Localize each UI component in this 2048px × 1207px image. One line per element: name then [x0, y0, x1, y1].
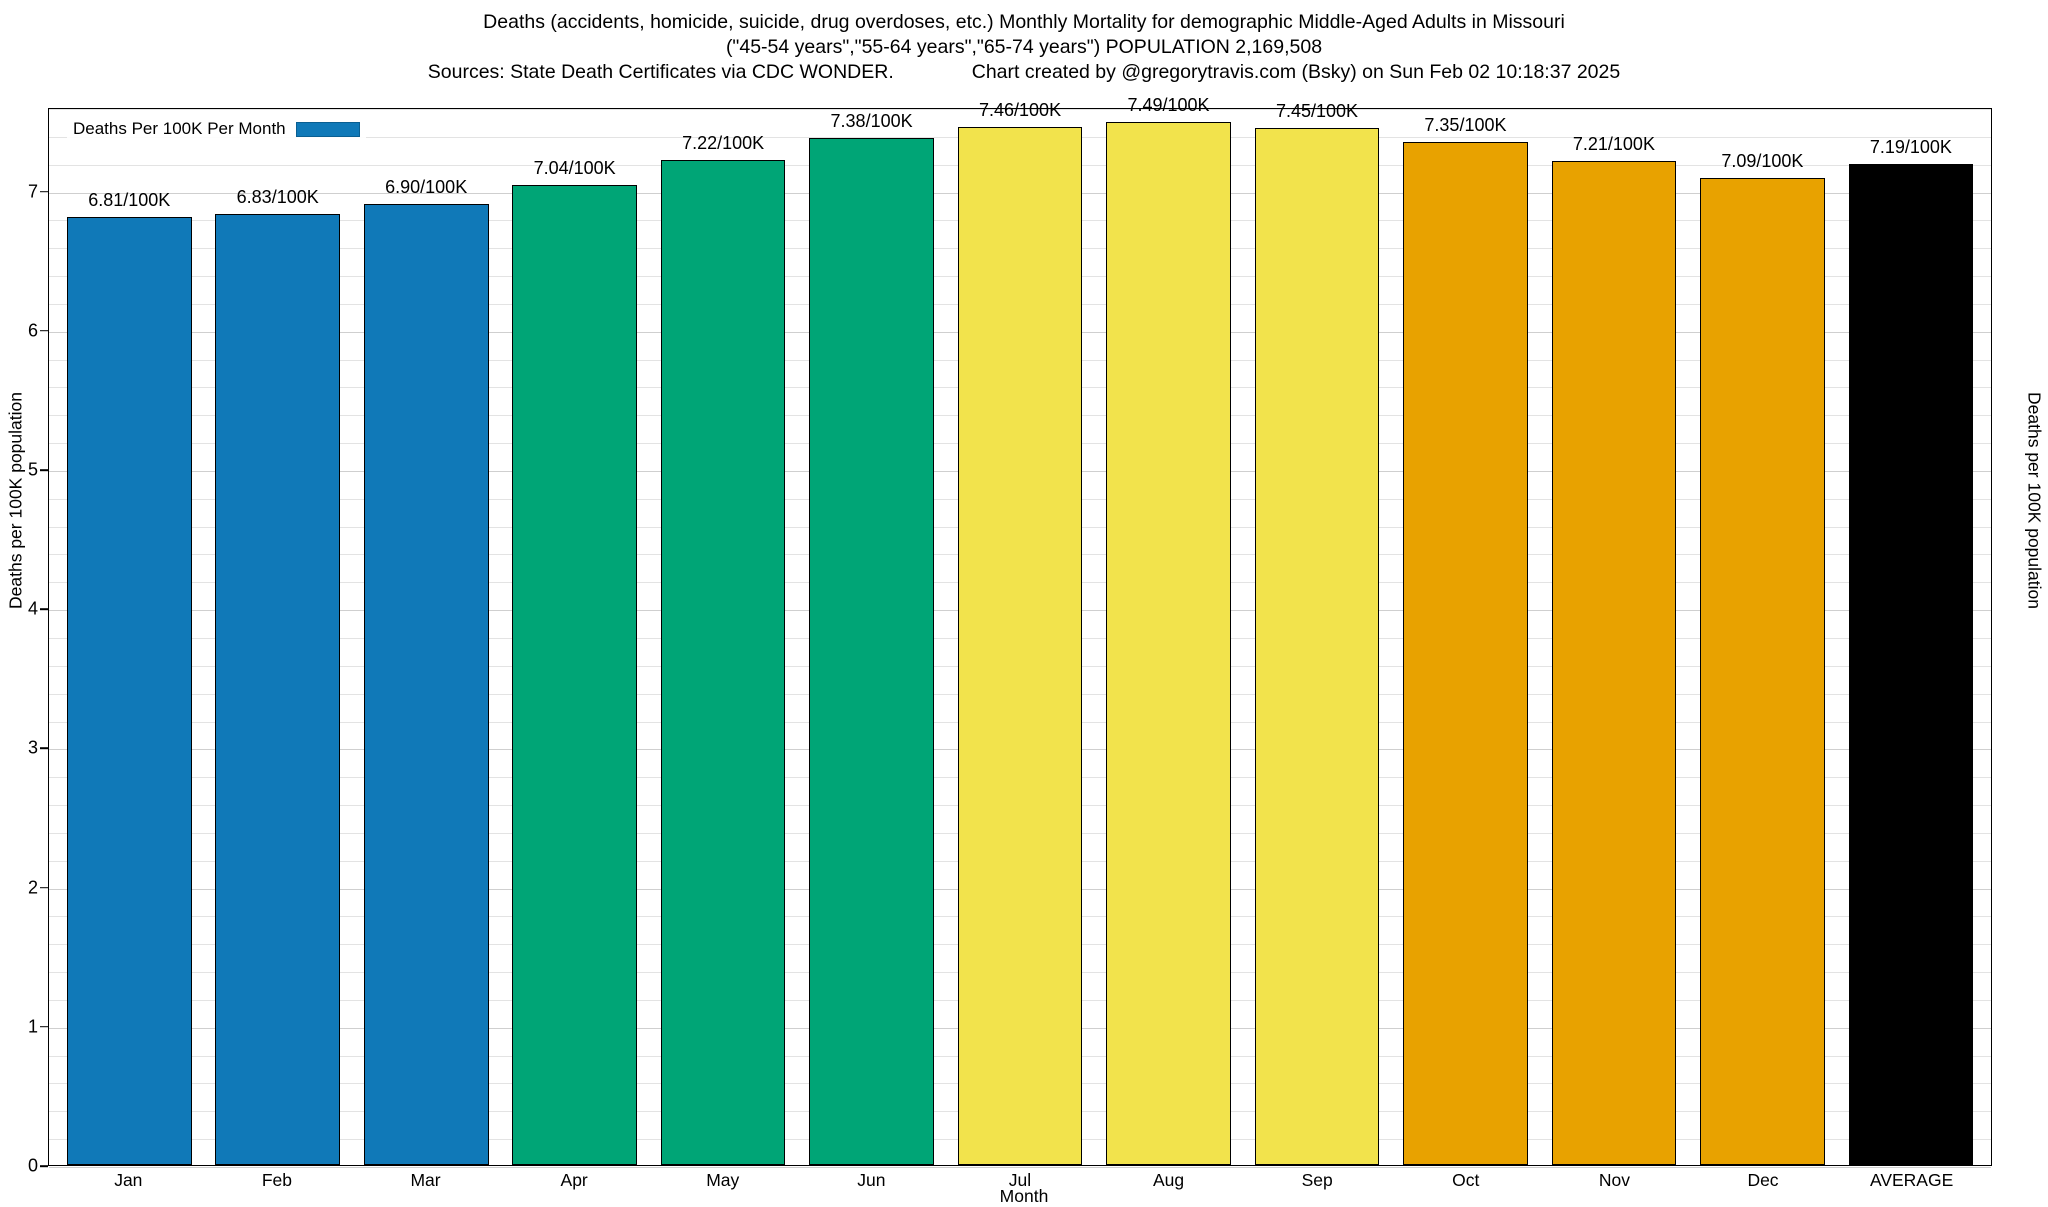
bar-value-label: 7.19/100K: [1869, 137, 1952, 158]
bar-value-label: 6.83/100K: [236, 187, 319, 208]
y-axis-tick-label: 3: [27, 737, 38, 758]
bar-slot: [352, 109, 500, 1165]
bar-slot: [203, 109, 351, 1165]
bar-value-label: 6.90/100K: [385, 177, 468, 198]
x-axis-tick-label: Oct: [1452, 1170, 1480, 1190]
bar-value-label: 7.49/100K: [1127, 95, 1210, 116]
bar-slot: [1243, 100, 1391, 1165]
bar-value-label: 7.45/100K: [1275, 100, 1359, 121]
y-axis-tick-label: 2: [27, 877, 38, 898]
bar-jul[interactable]: [958, 127, 1083, 1166]
bar-apr[interactable]: [512, 185, 637, 1165]
chart-title-line-2: ("45-54 years","55-64 years","65-74 years") POPULATION 2,169,508: [725, 35, 1323, 58]
bar-feb[interactable]: [215, 214, 340, 1165]
y-axis-tick-mark: [40, 1165, 48, 1167]
y-axis-tick-label: 7: [27, 181, 38, 202]
bar-slot: [1094, 95, 1242, 1165]
chart-title-line-1: Deaths (accidents, homicide, suicide, drug overdoses, etc.) Monthly Mortality for demographic Middle-Aged Adults in Missouri: [483, 11, 1565, 33]
bar-slot: [649, 109, 797, 1165]
y-axis-tick-label: 0: [27, 1155, 38, 1176]
bar-slot: [1391, 109, 1539, 1165]
bar-value-label: 7.22/100K: [682, 132, 765, 153]
x-axis-tick-label: Mar: [410, 1170, 441, 1190]
bar-slot: [797, 109, 945, 1165]
legend-label: Deaths Per 100K Per Month: [73, 119, 286, 138]
bar-jan[interactable]: [67, 217, 192, 1165]
x-axis-tick-label: Apr: [560, 1170, 588, 1190]
chart-credit-text: Chart created by @gregorytravis.com (Bsky) on Sun Feb 02 10:18:37 2025: [971, 60, 1621, 83]
bar-dec[interactable]: [1700, 178, 1825, 1165]
y-axis-tick-mark: [40, 1026, 48, 1028]
bar-value-label: 7.46/100K: [979, 99, 1062, 120]
y-axis-title-right: Deaths per 100K population: [2024, 392, 2045, 609]
bar-may[interactable]: [661, 160, 786, 1165]
chart-title-block: [0, 10, 2048, 85]
y-axis-tick-mark: [40, 608, 48, 610]
y-axis-tick-label: 5: [27, 459, 38, 480]
y-axis-tick-mark: [40, 191, 48, 193]
bar-slot: [1688, 109, 1836, 1165]
x-axis-tick-label: Jan: [114, 1170, 143, 1190]
bar-jun[interactable]: [809, 138, 934, 1165]
legend: [67, 117, 366, 141]
bar-mar[interactable]: [364, 204, 489, 1165]
y-axis-tick-mark: [40, 887, 48, 889]
bar-aug[interactable]: [1106, 122, 1231, 1165]
chart-title-line-3: [0, 60, 2048, 85]
legend-color-swatch: [296, 122, 360, 137]
y-axis-tick-label: 6: [27, 320, 38, 341]
bar-value-label: 6.81/100K: [88, 189, 171, 210]
bar-slot: [1837, 109, 1985, 1165]
bar-slot: [55, 109, 203, 1165]
bar-value-label: 7.38/100K: [830, 110, 913, 131]
y-axis-tick-mark: [40, 330, 48, 332]
y-axis-tick-label: 1: [27, 1016, 38, 1037]
bar-slot: [1540, 109, 1688, 1165]
bars-layer: [49, 95, 1991, 1165]
x-axis-tick-label: Sep: [1301, 1170, 1333, 1190]
x-axis-tick-label: Jul: [1008, 1170, 1032, 1190]
bar-value-label: 7.35/100K: [1424, 114, 1507, 135]
bar-value-label: 7.04/100K: [533, 157, 616, 178]
y-axis-tick-label: 4: [27, 598, 38, 619]
bar-value-label: 7.09/100K: [1721, 151, 1804, 171]
x-axis-tick-label: Dec: [1747, 1170, 1779, 1190]
bar-nov[interactable]: [1552, 161, 1677, 1165]
x-axis-tick-label: Aug: [1153, 1170, 1185, 1190]
bar-value-label: 7.21/100K: [1572, 134, 1655, 155]
x-axis-tick-label: Jun: [857, 1170, 886, 1190]
x-axis-tick-label: Nov: [1598, 1170, 1630, 1190]
x-axis-tick-label: May: [706, 1170, 740, 1190]
x-axis-tick-label: AVERAGE: [1869, 1170, 1954, 1190]
bar-oct[interactable]: [1403, 142, 1528, 1165]
y-axis-tick-mark: [40, 469, 48, 471]
x-axis-tick-label: Feb: [261, 1170, 292, 1190]
chart-sources-text: Sources: State Death Certificates via CDC WONDER.: [427, 60, 894, 83]
bar-average[interactable]: [1849, 164, 1974, 1165]
gridline: [49, 1167, 1991, 1168]
y-axis-title-left: Deaths per 100K population: [5, 392, 26, 609]
bar-slot: [500, 109, 648, 1165]
bar-slot: [946, 99, 1094, 1165]
x-axis-title: Month: [999, 1186, 1049, 1206]
bar-sep[interactable]: [1255, 128, 1380, 1165]
plot-area: [48, 95, 1992, 1166]
y-axis-tick-mark: [40, 748, 48, 750]
